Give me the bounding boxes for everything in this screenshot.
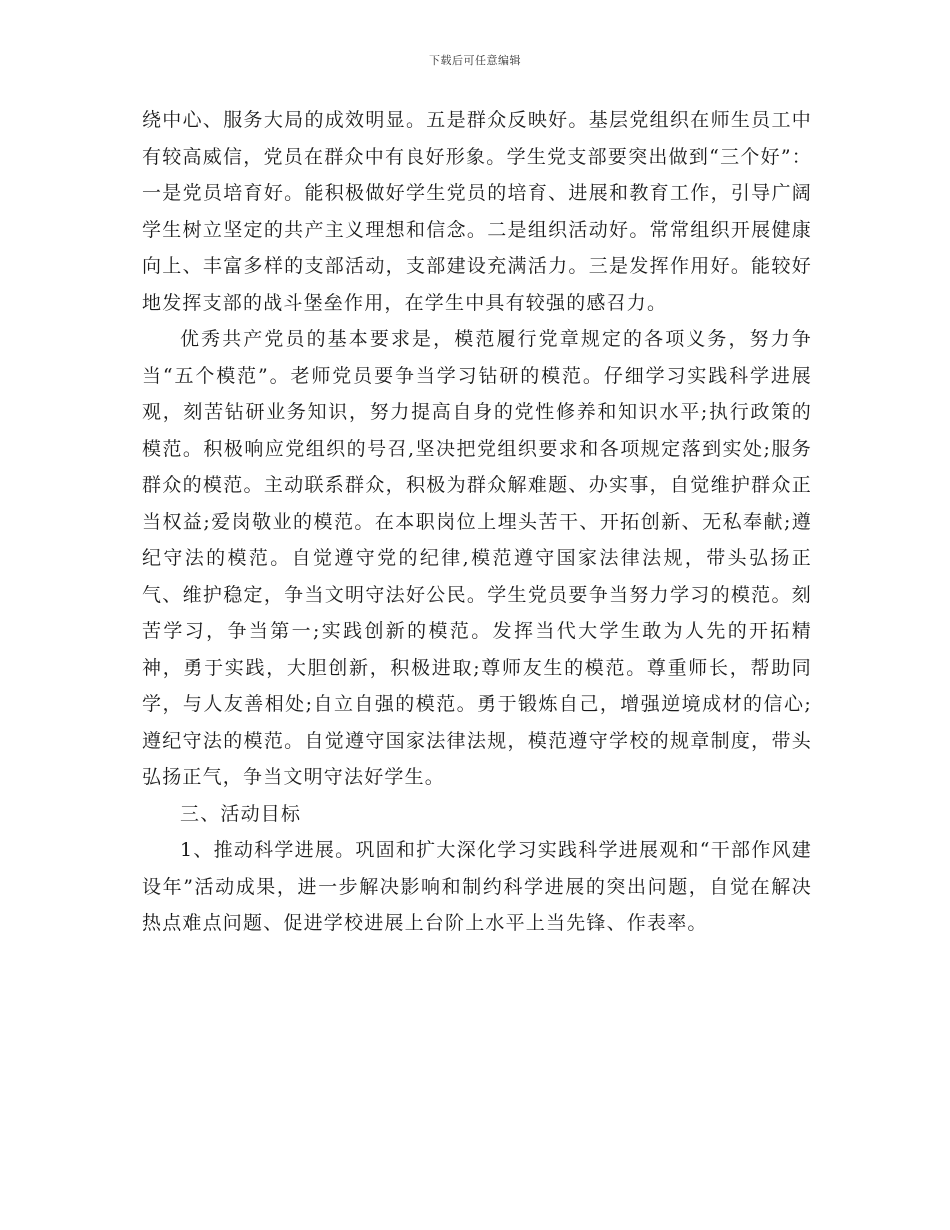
section-heading-activity-goals: 三、活动目标 [180,802,302,825]
paragraph-goal-1: 1、推动科学进展。巩固和扩大深化学习实践科学进展观和“干部作风建设年”活动成果，进一步解决影响和制约科学进展的突出问题，自觉在解决热点难点问题、促进学校进展上台阶上水平上当先锋、作表率。 [142,839,812,934]
paragraph-party-organization: 绕中心、服务大局的成效明显。五是群众反映好。基层党组织在师生员工中有较高威信，党员在群众中有良好形象。学生党支部要突出做到“三个好”：一是党员培育好。能积极做好学生党员的培育、进展和教育工作，引导广阔学生树立坚定的共产主义理想和信念。二是组织活动好。常常组织开展健康向上、丰富多样的支部活动，支部建设充满活力。三是发挥作用好。能较好地发挥支部的战斗堡垒作用，在学生中具有较强的感召力。 [142,109,812,314]
page-header: 下载后可任意编辑 [429,54,521,67]
paragraph-member-requirements: 优秀共产党员的基本要求是，模范履行党章规定的各项义务，努力争当“五个模范”。老师党员要争当学习钻研的模范。仔细学习实践科学进展观，刻苦钻研业务知识，努力提高自身的党性修养和知识水平;执行政策的模范。积极响应党组织的号召,坚决把党组织要求和各项规定落到实处;服务群众的模范。主动联系群众，积极为群众解难题、办实事，自觉维护群众正当权益;爱岗敬业的模范。在本职岗位上埋头苦干、开拓创新、无私奉献;遵纪守法的模范。自觉遵守党的纪律,模范遵守国家法律法规，带头弘扬正气、维护稳定，争当文明守法好公民。学生党员要争当努力学习的模范。刻苦学习，争当第一;实践创新的模范。发挥当代大学生敢为人先的开拓精神，勇于实践，大胆创新，积极进取;尊师友生的模范。尊重师长，帮助同学，与人友善相处;自立自强的模范。勇于锻炼自己，增强逆境成材的信心;遵纪守法的模范。自觉遵守国家法律法规，模范遵守学校的规章制度，带头弘扬正气，争当文明守法好学生。 [142,328,812,788]
document-body [142,102,812,942]
